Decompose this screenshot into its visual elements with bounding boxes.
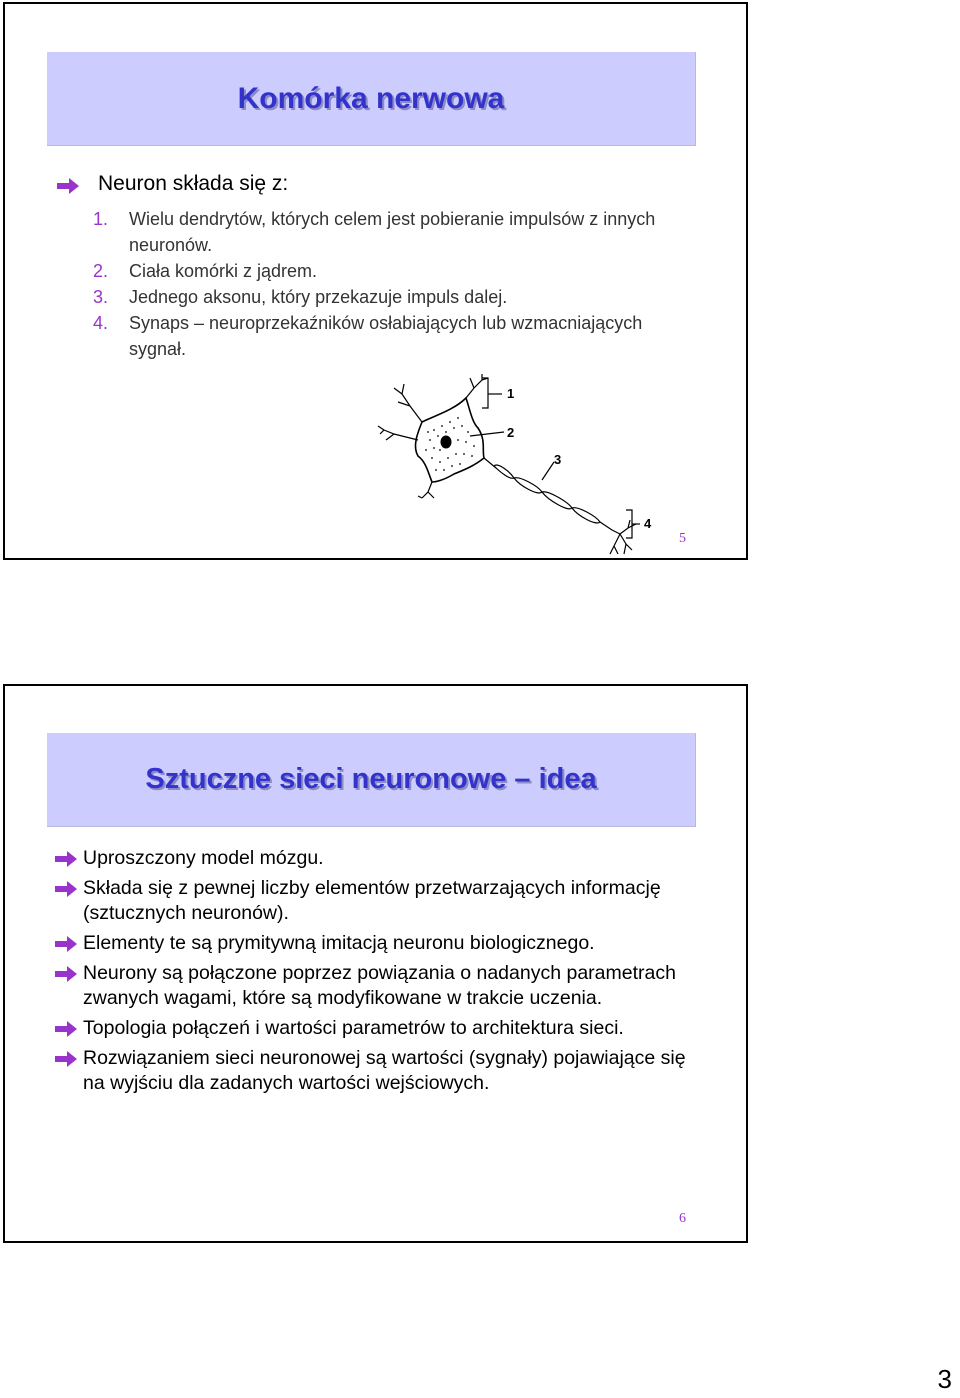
slide-1-title: Komórka nerwowa: [237, 81, 505, 115]
nucleus: [441, 436, 452, 449]
slide-2: [3, 684, 748, 1243]
figure-label-4: 4: [644, 516, 652, 531]
bullet-text: Topologia połączeń i wartości parametrów to architektura sieci.: [83, 1017, 624, 1039]
list-item: [53, 1016, 693, 1041]
figure-label-1: 1: [507, 386, 515, 401]
list-text: Synaps – neuroprzekaźników osłabiających lub wzmacniających sygnał.: [129, 313, 643, 359]
arrow-bullet-icon: [55, 936, 77, 952]
list-number: 4.: [93, 313, 109, 333]
arrow-bullet-icon: [55, 1051, 77, 1067]
figure-label-3: 3: [554, 452, 562, 467]
slide-1-title-box: [47, 52, 696, 146]
list-item: [93, 206, 693, 258]
bullet-text: Uproszczony model mózgu.: [83, 847, 324, 869]
list-item: [53, 931, 693, 956]
list-text: Jednego aksonu, który przekazuje impuls dalej.: [129, 287, 508, 307]
list-item: [53, 1046, 693, 1096]
list-text: Ciała komórki z jądrem.: [129, 261, 318, 281]
neuron-diagram: [374, 370, 664, 556]
document-page-number: 3: [937, 1364, 952, 1394]
slide-1-page-number: 5: [679, 531, 686, 546]
list-item: [53, 961, 693, 1011]
figure-label-2: 2: [507, 425, 515, 440]
list-item: [53, 846, 693, 871]
slide-1-numbered-list: [93, 206, 693, 362]
list-number: 3.: [93, 287, 109, 307]
arrow-bullet-icon: [57, 178, 79, 194]
list-text: Wielu dendrytów, których celem jest pobieranie impulsów z innych neuronów.: [129, 209, 656, 255]
bullet-text: Elementy te są prymitywną imitacją neuronu biologicznego.: [83, 932, 595, 954]
arrow-bullet-icon: [55, 851, 77, 867]
bullet-text: Składa się z pewnej liczby elementów przetwarzających informację (sztucznych neuronów).: [83, 877, 661, 924]
list-number: 1.: [93, 209, 109, 229]
slide-2-page-number: 6: [679, 1211, 686, 1226]
arrow-bullet-icon: [55, 966, 77, 982]
list-number: 2.: [93, 261, 109, 281]
list-item: [93, 258, 693, 284]
arrow-bullet-icon: [55, 1021, 77, 1037]
list-item: [93, 284, 693, 310]
arrow-bullet-icon: [55, 881, 77, 897]
bullet-text: Neurony są połączone poprzez powiązania o nadanych parametrach zwanych wagami, które są modyfikowane w trakcie uczenia.: [83, 962, 676, 1009]
slide-2-title: Sztuczne sieci neuronowe – idea: [145, 763, 597, 795]
list-item: [53, 876, 693, 926]
slide-1-main-point: Neuron składa się z:: [98, 172, 289, 195]
list-item: [93, 310, 693, 362]
slide-2-title-box: [47, 733, 696, 827]
bullet-text: Rozwiązaniem sieci neuronowej są wartości (sygnały) pojawiające się na wyjściu dla zadanych wartości wejściowych.: [83, 1047, 686, 1094]
slide-2-bullet-list: [53, 846, 693, 1101]
